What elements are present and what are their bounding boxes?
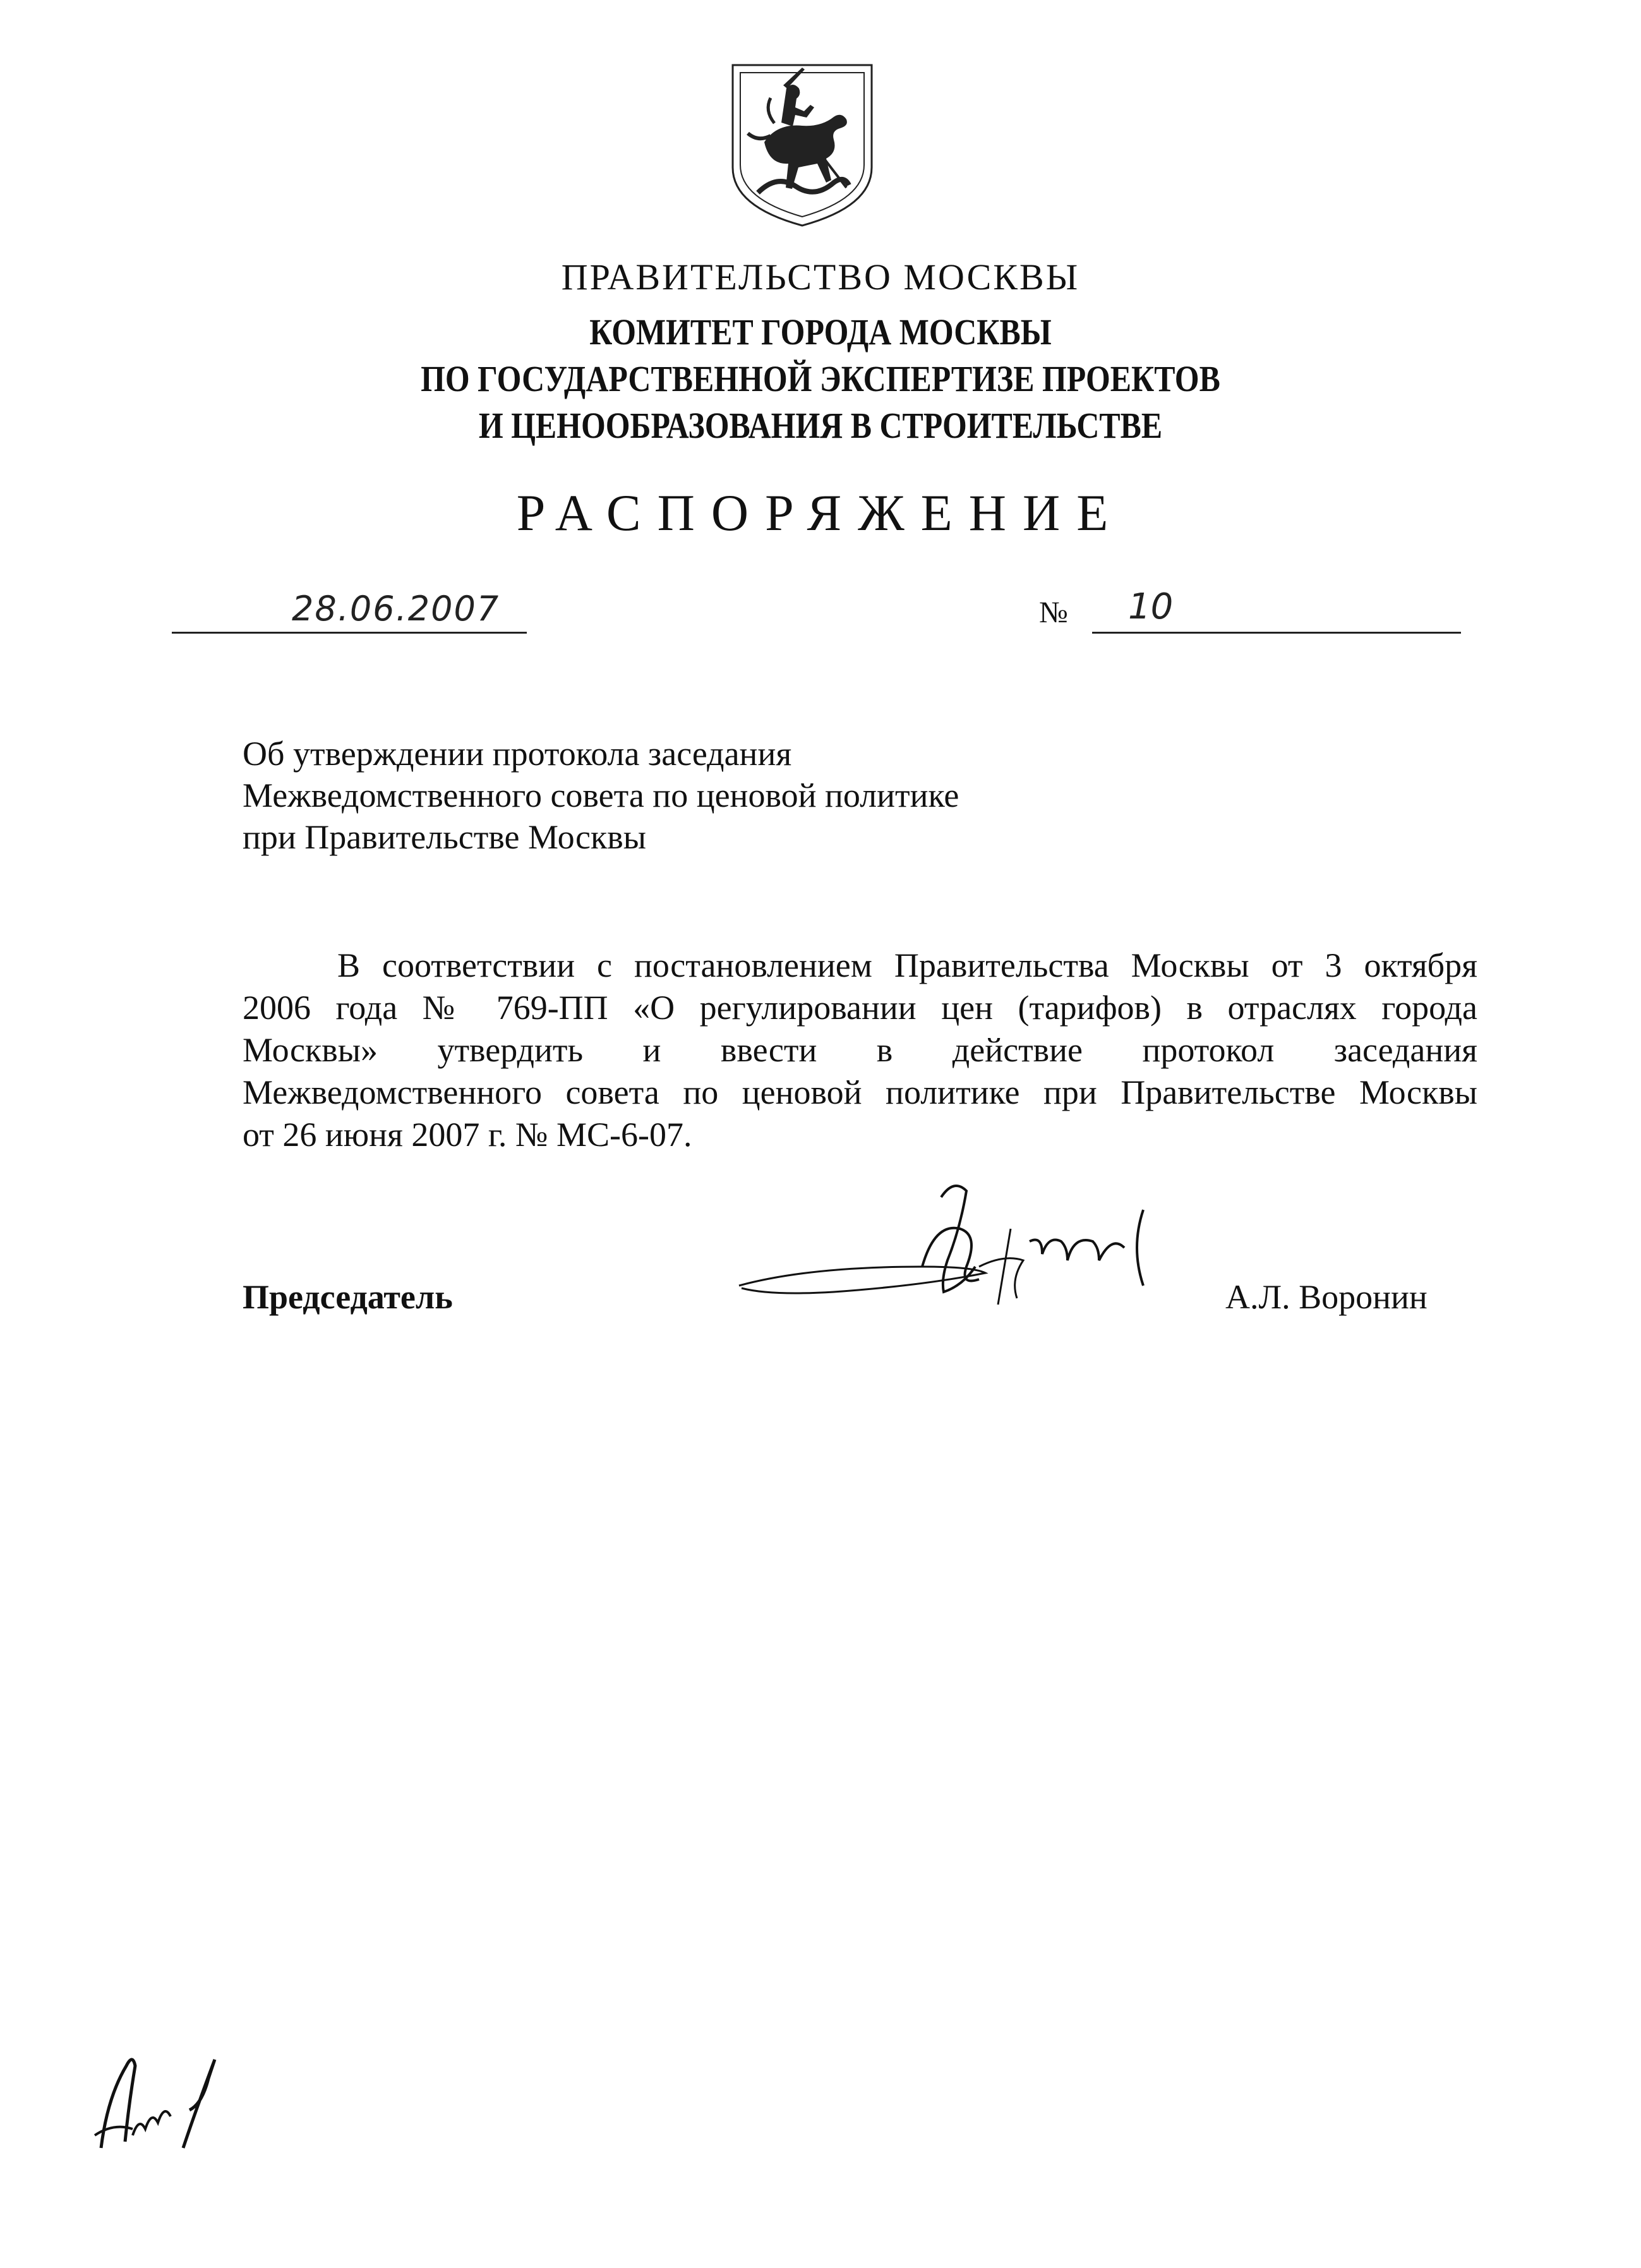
handwritten-number: 10: [1128, 586, 1174, 627]
number-underline: [1092, 632, 1461, 634]
committee-title-line-2: ПО ГОСУДАРСТВЕННОЙ ЭКСПЕРТИЗЕ ПРОЕКТОВ: [421, 358, 1220, 399]
signatory-position: Председатель: [243, 1278, 453, 1316]
committee-title-line-3: И ЦЕНООБРАЗОВАНИЯ В СТРОИТЕЛЬСТВЕ: [478, 405, 1163, 446]
body-line: 2006 года № 769-ПП «О регулировании цен (тарифов) в отраслях города: [243, 989, 1477, 1027]
body-line: Москвы» утвердить и ввести в действие протокол заседания: [243, 1031, 1477, 1069]
document-type-title: РАСПОРЯЖЕНИЕ: [516, 484, 1125, 541]
signatory-name: А.Л. Воронин: [1225, 1278, 1428, 1316]
moscow-coat-of-arms-icon: [726, 60, 878, 231]
government-title: ПРАВИТЕЛЬСТВО МОСКВЫ: [561, 256, 1080, 298]
handwritten-signature-icon: [733, 1172, 1213, 1330]
body-line: В соответствии с постановлением Правительства Москвы от 3 октября: [337, 946, 1477, 984]
body-paragraph: [243, 944, 1477, 1156]
number-label: №: [1039, 596, 1068, 629]
handwritten-date: 28.06.2007: [292, 589, 500, 629]
date-underline: [172, 632, 527, 634]
subject-line: Межведомственного совета по ценовой политике: [243, 776, 959, 814]
subject-line: Об утверждении протокола заседания: [243, 735, 792, 773]
committee-title-line-1: КОМИТЕТ ГОРОДА МОСКВЫ: [589, 311, 1052, 353]
handwritten-initials-icon: [82, 2041, 234, 2161]
body-line: Межведомственного совета по ценовой политике при Правительстве Москвы: [243, 1073, 1477, 1111]
subject-line: при Правительстве Москвы: [243, 818, 647, 856]
subject-heading: [243, 733, 959, 858]
body-line: от 26 июня 2007 г. № МС-6-07.: [243, 1116, 692, 1154]
